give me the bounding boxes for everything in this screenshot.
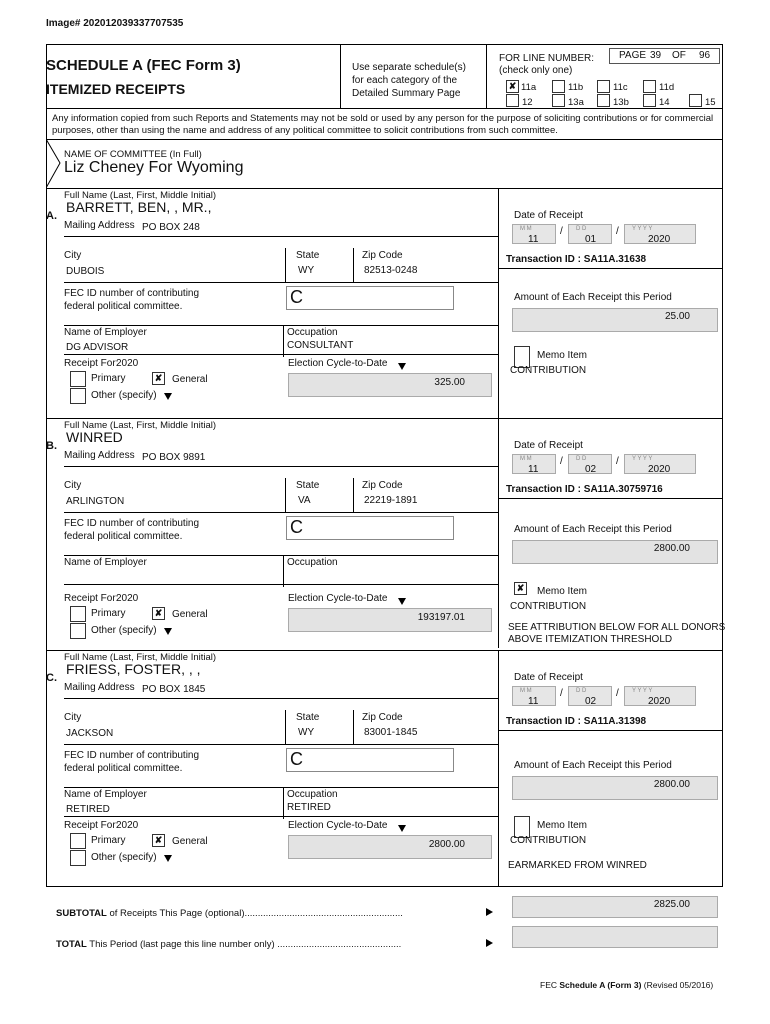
date-slash-2: / [616, 456, 619, 467]
city-label: City [64, 480, 82, 491]
occupation-value: RETIRED [287, 802, 331, 813]
page-label: PAGE [619, 50, 647, 61]
mailing-label: Mailing Address [64, 682, 135, 693]
entry-letter: C. [46, 672, 57, 684]
committee-name: Liz Cheney For Wyoming [64, 159, 244, 176]
rule [64, 236, 498, 237]
city-value: DUBOIS [66, 266, 105, 277]
other-checkbox[interactable] [70, 623, 86, 639]
receipt-for-label: Receipt For: [64, 593, 119, 604]
occupation-value: CONSULTANT [287, 340, 354, 351]
fecid-label-2: federal political committee. [64, 531, 183, 542]
rule [64, 354, 498, 355]
cycle-amount: 325.00 [434, 377, 465, 388]
subtotal-amount: 2825.00 [653, 899, 690, 910]
amount-label: Amount of Each Receipt this Period [514, 524, 672, 535]
state-label: State [296, 712, 320, 723]
day-placeholder: D D [576, 688, 587, 694]
zip-value: 82513-0248 [364, 265, 418, 276]
primary-checkbox[interactable] [70, 606, 86, 622]
date-slash-1: / [560, 688, 563, 699]
of-label: OF [672, 50, 686, 61]
line-13a-label: 13a [568, 97, 584, 108]
date-year: 2020 [648, 696, 671, 707]
other-label: Other (specify) [91, 390, 157, 401]
full-name-label: Full Name (Last, First, Middle Initial) [64, 190, 217, 201]
amount-label: Amount of Each Receipt this Period [514, 292, 672, 303]
contributor-name: FRIESS, FOSTER, , , [66, 661, 201, 677]
line-14-label: 14 [659, 97, 670, 108]
rule [64, 512, 498, 513]
date-receipt-label: Date of Receipt [514, 440, 583, 451]
date-receipt-label: Date of Receipt [514, 672, 583, 683]
for-line-label: FOR LINE NUMBER: [499, 53, 595, 64]
rule [64, 787, 498, 788]
entry-separator [46, 418, 723, 419]
memo-checkbox[interactable]: ✘ [514, 582, 527, 595]
occupation-label: Occupation [287, 557, 338, 568]
mailing-label: Mailing Address [64, 450, 135, 461]
zip-value: 83001-1845 [364, 727, 418, 738]
zip-label: Zip Code [362, 480, 403, 491]
occupation-label: Occupation [287, 327, 338, 338]
general-checkbox[interactable]: ✘ [152, 834, 165, 847]
other-label: Other (specify) [91, 625, 157, 636]
mailing-address: PO BOX 9891 [142, 452, 206, 463]
description: CONTRIBUTION [510, 835, 587, 846]
occupation-label: Occupation [287, 789, 338, 800]
date-month: 11 [528, 464, 539, 475]
month-placeholder: M M [520, 226, 532, 232]
notice-text: Any information copied from such Reports and Statements may not be sold or used by any person for the purpose of soliciting contributions or for commercial purposes, other than using the name and address of any political committee to solicit contributions from such committee. [52, 113, 714, 136]
cycle-dropdown-icon [398, 363, 406, 370]
line-13b-checkbox[interactable] [597, 94, 610, 107]
line-11a-checkbox[interactable]: ✘ [506, 80, 519, 93]
schedule-subtitle: ITEMIZED RECEIPTS [46, 81, 186, 97]
city-value: JACKSON [66, 728, 114, 739]
date-year: 2020 [648, 234, 671, 245]
fecid-label-1: FEC ID number of contributing [64, 288, 200, 299]
cycle-label: Election Cycle-to-Date [288, 593, 388, 604]
state-label: State [296, 480, 320, 491]
primary-checkbox[interactable] [70, 833, 86, 849]
line-15-checkbox[interactable] [689, 94, 702, 107]
date-month: 11 [528, 696, 539, 707]
rule [64, 816, 498, 817]
line-11d-label: 11d [659, 82, 675, 93]
receipt-for-label: Receipt For: [64, 820, 119, 831]
fecid-field[interactable] [286, 516, 454, 540]
month-placeholder: M M [520, 688, 532, 694]
memo-label: Memo Item [537, 820, 588, 831]
city-label: City [64, 712, 82, 723]
date-month: 11 [528, 234, 539, 245]
mailing-label: Mailing Address [64, 220, 135, 231]
year-placeholder: Y Y Y Y [632, 226, 653, 232]
general-checkbox[interactable]: ✘ [152, 372, 165, 385]
cycle-amount: 2800.00 [428, 839, 465, 850]
amount-value: 25.00 [664, 311, 690, 322]
line-13a-checkbox[interactable] [552, 94, 565, 107]
rule [353, 248, 354, 282]
employer-label: Name of Employer [64, 327, 147, 338]
contributor-name: WINRED [66, 429, 123, 445]
rule [285, 248, 286, 282]
line-14-checkbox[interactable] [643, 94, 656, 107]
page-number: 39 [650, 50, 662, 61]
committee-label: NAME OF COMMITTEE (In Full) [64, 149, 202, 160]
employer-label: Name of Employer [64, 557, 147, 568]
entry-divider [498, 188, 499, 418]
date-slash-2: / [616, 226, 619, 237]
date-slash-1: / [560, 456, 563, 467]
line-11a-label: 11a [521, 82, 537, 93]
note-1: EARMARKED FROM WINRED [508, 860, 647, 871]
line-11d-checkbox[interactable] [643, 80, 656, 93]
other-label: Other (specify) [91, 852, 157, 863]
footer: FEC Schedule A (Form 3) (Revised 05/2016) [540, 980, 714, 990]
line-11b-label: 11b [568, 82, 584, 93]
rule [285, 710, 286, 744]
rule [283, 555, 284, 587]
entry-letter: B. [46, 440, 57, 452]
receipt-year: 2020 [116, 593, 139, 604]
rule [64, 555, 498, 556]
line-11c-checkbox[interactable] [597, 80, 610, 93]
transaction-id: Transaction ID : SA11A.30759716 [506, 484, 663, 495]
date-slash-2: / [616, 688, 619, 699]
zip-value: 22219-1891 [364, 495, 418, 506]
full-name-label: Full Name (Last, First, Middle Initial) [64, 652, 217, 663]
employer-value: DG ADVISOR [66, 342, 129, 353]
rule [64, 466, 498, 467]
day-placeholder: D D [576, 226, 587, 232]
other-dropdown-icon[interactable] [164, 393, 172, 400]
description: CONTRIBUTION [510, 365, 587, 376]
line-15-label: 15 [705, 97, 716, 108]
instructions-2: for each category of the [352, 75, 458, 86]
month-placeholder: M M [520, 456, 532, 462]
rule [283, 325, 284, 357]
date-year: 2020 [648, 464, 671, 475]
mailing-address: PO BOX 1845 [142, 684, 206, 695]
fecid-label-2: federal political committee. [64, 763, 183, 774]
other-dropdown-icon[interactable] [164, 628, 172, 635]
line-11c-label: 11c [613, 82, 628, 93]
total-line: TOTAL This Period (last page this line number only) ............................................... [56, 939, 402, 950]
rule [64, 698, 498, 699]
city-label: City [64, 250, 82, 261]
amount-value: 2800.00 [653, 779, 690, 790]
note-1: SEE ATTRIBUTION BELOW FOR ALL DONORS [508, 622, 726, 633]
line-13b-label: 13b [613, 97, 629, 108]
other-dropdown-icon[interactable] [164, 855, 172, 862]
cycle-label: Election Cycle-to-Date [288, 820, 388, 831]
entry-divider [498, 650, 499, 886]
amount-value: 2800.00 [653, 543, 690, 554]
year-placeholder: Y Y Y Y [632, 688, 653, 694]
line-11b-checkbox[interactable] [552, 80, 565, 93]
rule [498, 498, 722, 499]
description: CONTRIBUTION [510, 601, 587, 612]
fecid-label-1: FEC ID number of contributing [64, 750, 200, 761]
year-placeholder: Y Y Y Y [632, 456, 653, 462]
subtotal-arrow [486, 908, 493, 916]
general-label: General [172, 836, 208, 847]
employer-label: Name of Employer [64, 789, 147, 800]
cycle-label: Election Cycle-to-Date [288, 358, 388, 369]
contributor-name: BARRETT, BEN, , MR., [66, 199, 212, 215]
transaction-id: Transaction ID : SA11A.31638 [506, 254, 647, 265]
primary-checkbox[interactable] [70, 371, 86, 387]
check-only-label: (check only one) [499, 65, 573, 76]
primary-label: Primary [91, 835, 126, 846]
mailing-address: PO BOX 248 [142, 222, 200, 233]
full-name-label: Full Name (Last, First, Middle Initial) [64, 420, 217, 431]
state-value: VA [298, 495, 311, 506]
receipt-year: 2020 [116, 820, 139, 831]
rule [285, 478, 286, 512]
receipt-for-label: Receipt For: [64, 358, 119, 369]
cycle-dropdown-icon [398, 598, 406, 605]
date-receipt-label: Date of Receipt [514, 210, 583, 221]
image-id: Image# 202012039337707535 [46, 18, 184, 29]
amount-label: Amount of Each Receipt this Period [514, 760, 672, 771]
cycle-dropdown-icon [398, 825, 406, 832]
rule [64, 282, 498, 283]
cycle-amount: 193197.01 [417, 612, 465, 623]
primary-label: Primary [91, 373, 126, 384]
line-12-label: 12 [522, 97, 533, 108]
total-arrow [486, 939, 493, 947]
rule [64, 744, 498, 745]
state-value: WY [298, 727, 315, 738]
zip-label: Zip Code [362, 712, 403, 723]
fecid-prefix: C [290, 749, 303, 769]
date-day: 02 [585, 464, 597, 475]
instructions-3: Detailed Summary Page [352, 88, 461, 99]
subtotal-line: SUBTOTAL of Receipts This Page (optional)............................................................ [56, 908, 403, 919]
general-label: General [172, 609, 208, 620]
day-placeholder: D D [576, 456, 587, 462]
fecid-field[interactable] [286, 286, 454, 310]
state-value: WY [298, 265, 315, 276]
other-checkbox[interactable] [70, 388, 86, 404]
other-checkbox[interactable] [70, 850, 86, 866]
zip-label: Zip Code [362, 250, 403, 261]
note-2: ABOVE ITEMIZATION THRESHOLD [508, 634, 673, 645]
schedule-title: SCHEDULE A (FEC Form 3) [46, 57, 241, 74]
rule [498, 730, 722, 731]
fecid-label-1: FEC ID number of contributing [64, 518, 200, 529]
date-day: 02 [585, 696, 597, 707]
total-box [512, 926, 718, 948]
date-slash-1: / [560, 226, 563, 237]
state-label: State [296, 250, 320, 261]
date-day: 01 [585, 234, 597, 245]
rule [353, 710, 354, 744]
entry-divider [498, 418, 499, 648]
fecid-prefix: C [290, 287, 303, 307]
fecid-prefix: C [290, 517, 303, 537]
instructions-1: Use separate schedule(s) [352, 62, 466, 73]
fecid-label-2: federal political committee. [64, 301, 183, 312]
rule [283, 787, 284, 819]
rule [64, 584, 498, 585]
transaction-id: Transaction ID : SA11A.31398 [506, 716, 647, 727]
city-value: ARLINGTON [66, 496, 125, 507]
entry-letter: A. [46, 210, 57, 222]
memo-label: Memo Item [537, 586, 588, 597]
primary-label: Primary [91, 608, 126, 619]
page-total: 96 [699, 50, 711, 61]
general-label: General [172, 374, 208, 385]
entry-separator [46, 650, 723, 651]
rule [353, 478, 354, 512]
general-checkbox[interactable]: ✘ [152, 607, 165, 620]
memo-label: Memo Item [537, 350, 588, 361]
employer-value: RETIRED [66, 804, 110, 815]
line-12-checkbox[interactable] [506, 94, 519, 107]
rule [498, 268, 722, 269]
receipt-year: 2020 [116, 358, 139, 369]
rule [64, 325, 498, 326]
fecid-field[interactable] [286, 748, 454, 772]
